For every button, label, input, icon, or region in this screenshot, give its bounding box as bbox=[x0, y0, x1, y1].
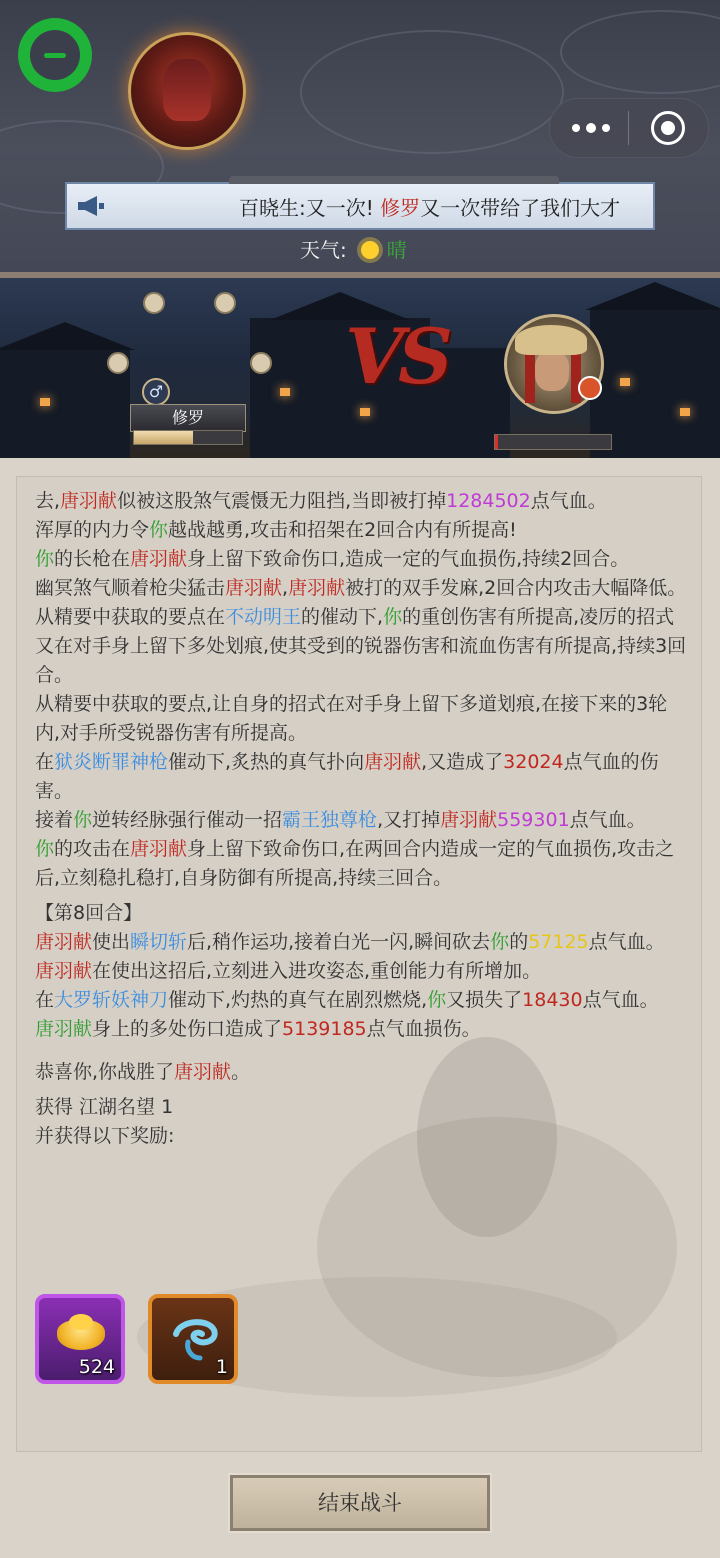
silk-swirl-icon bbox=[170, 1312, 222, 1364]
victory-line: 恭喜你,你战胜了唐羽献。 bbox=[35, 1061, 251, 1083]
weather-value: 晴 bbox=[386, 238, 407, 262]
player-avatar[interactable] bbox=[128, 32, 246, 150]
log-line: 幽冥煞气顺着枪尖猛击唐羽献,唐羽献被打的双手发麻,2回合内攻击大幅降低。 bbox=[35, 577, 687, 599]
announcement-text: 百晓生:又一次! 修罗又一次带给了我们大才 bbox=[239, 196, 621, 220]
skill-orb-icon bbox=[250, 352, 272, 374]
skill-orb-icon bbox=[143, 292, 165, 314]
enemy-weapon-icon bbox=[578, 376, 602, 400]
log-line: 唐羽献在使出这招后,立刻进入进攻姿态,重创能力有所增加。 bbox=[35, 960, 542, 982]
skill-orb-icon bbox=[214, 292, 236, 314]
log-line: 从精要中获取的要点,让自身的招式在对手身上留下多道划痕,在接下来的3轮内,对手所受锐器伤害有所提高。 bbox=[35, 693, 668, 744]
cloud-decoration bbox=[300, 30, 564, 154]
player-hp-fill bbox=[134, 431, 193, 444]
app-logo-icon[interactable] bbox=[18, 18, 92, 92]
reward-count: 1 bbox=[215, 1356, 228, 1378]
log-line: 你的攻击在唐羽献身上留下致命伤口,在两回合内造成一定的气血损伤,攻击之后,立刻稳扎稳打,自身防御有所提高,持续三回合。 bbox=[35, 838, 675, 889]
reward-count: 524 bbox=[78, 1356, 115, 1378]
megaphone-icon bbox=[75, 194, 105, 218]
reward-silk-swirl[interactable] bbox=[148, 1294, 238, 1384]
reward-gold-ingot[interactable] bbox=[35, 1294, 125, 1384]
log-line: 去,唐羽献似被这股煞气震慑无力阻挡,当即被打掉1284502点气血。 bbox=[35, 490, 607, 512]
player-name: 修罗 bbox=[130, 404, 246, 432]
battle-log-lines bbox=[35, 487, 689, 1151]
log-line: 唐羽献身上的多处伤口造成了5139185点气血损伤。 bbox=[35, 1018, 481, 1040]
enemy-hp-fill bbox=[495, 435, 498, 449]
log-line: 接着你逆转经脉强行催动一招霸王独尊枪,又打掉唐羽献559301点气血。 bbox=[35, 809, 646, 831]
log-line: 在狱炎断罪神枪催动下,炙热的真气扑向唐羽献,又造成了32024点气血的伤害。 bbox=[35, 751, 659, 802]
top-header bbox=[0, 0, 720, 272]
weather-label: 天气: bbox=[300, 238, 347, 262]
more-icon[interactable] bbox=[564, 113, 620, 143]
log-line: 唐羽献使出瞬切斩后,稍作运功,接着白光一闪,瞬间砍去你的57125点气血。 bbox=[35, 931, 665, 953]
enemy-hp-bar bbox=[494, 434, 612, 450]
close-mini-program-icon[interactable] bbox=[651, 111, 685, 145]
player-hp-bar bbox=[133, 430, 243, 445]
log-line: 在大罗斩妖神刀催动下,灼热的真气在剧烈燃烧,你又损失了18430点气血。 bbox=[35, 989, 659, 1011]
skill-orb-icon bbox=[107, 352, 129, 374]
log-line: 浑厚的内力令你越战越勇,攻击和招架在2回合内有所提高! bbox=[35, 519, 517, 541]
vs-emblem: VS bbox=[345, 312, 447, 401]
mini-program-capsule bbox=[549, 98, 709, 158]
log-line: 你的长枪在唐羽献身上留下致命伤口,造成一定的气血损伤,持续2回合。 bbox=[35, 548, 630, 570]
reward-heading: 并获得以下奖励: bbox=[35, 1125, 175, 1147]
announcement-marquee bbox=[65, 182, 655, 230]
male-icon: ♂ bbox=[142, 378, 170, 406]
weather-display bbox=[300, 235, 407, 265]
end-battle-button[interactable]: 结束战斗 bbox=[230, 1475, 490, 1531]
log-line: 从精要中获取的要点在不动明王的催动下,你的重创伤害有所提高,凌厉的招式又在对手身上留下多处划痕,使其受到的锐器伤害和流血伤害有所提高,持续3回合。 bbox=[35, 606, 687, 686]
cloud-decoration bbox=[560, 10, 720, 94]
round-header: 【第8回合】 bbox=[35, 902, 143, 924]
reputation-gain: 获得 江湖名望 1 bbox=[35, 1096, 174, 1118]
sun-icon bbox=[361, 241, 379, 259]
